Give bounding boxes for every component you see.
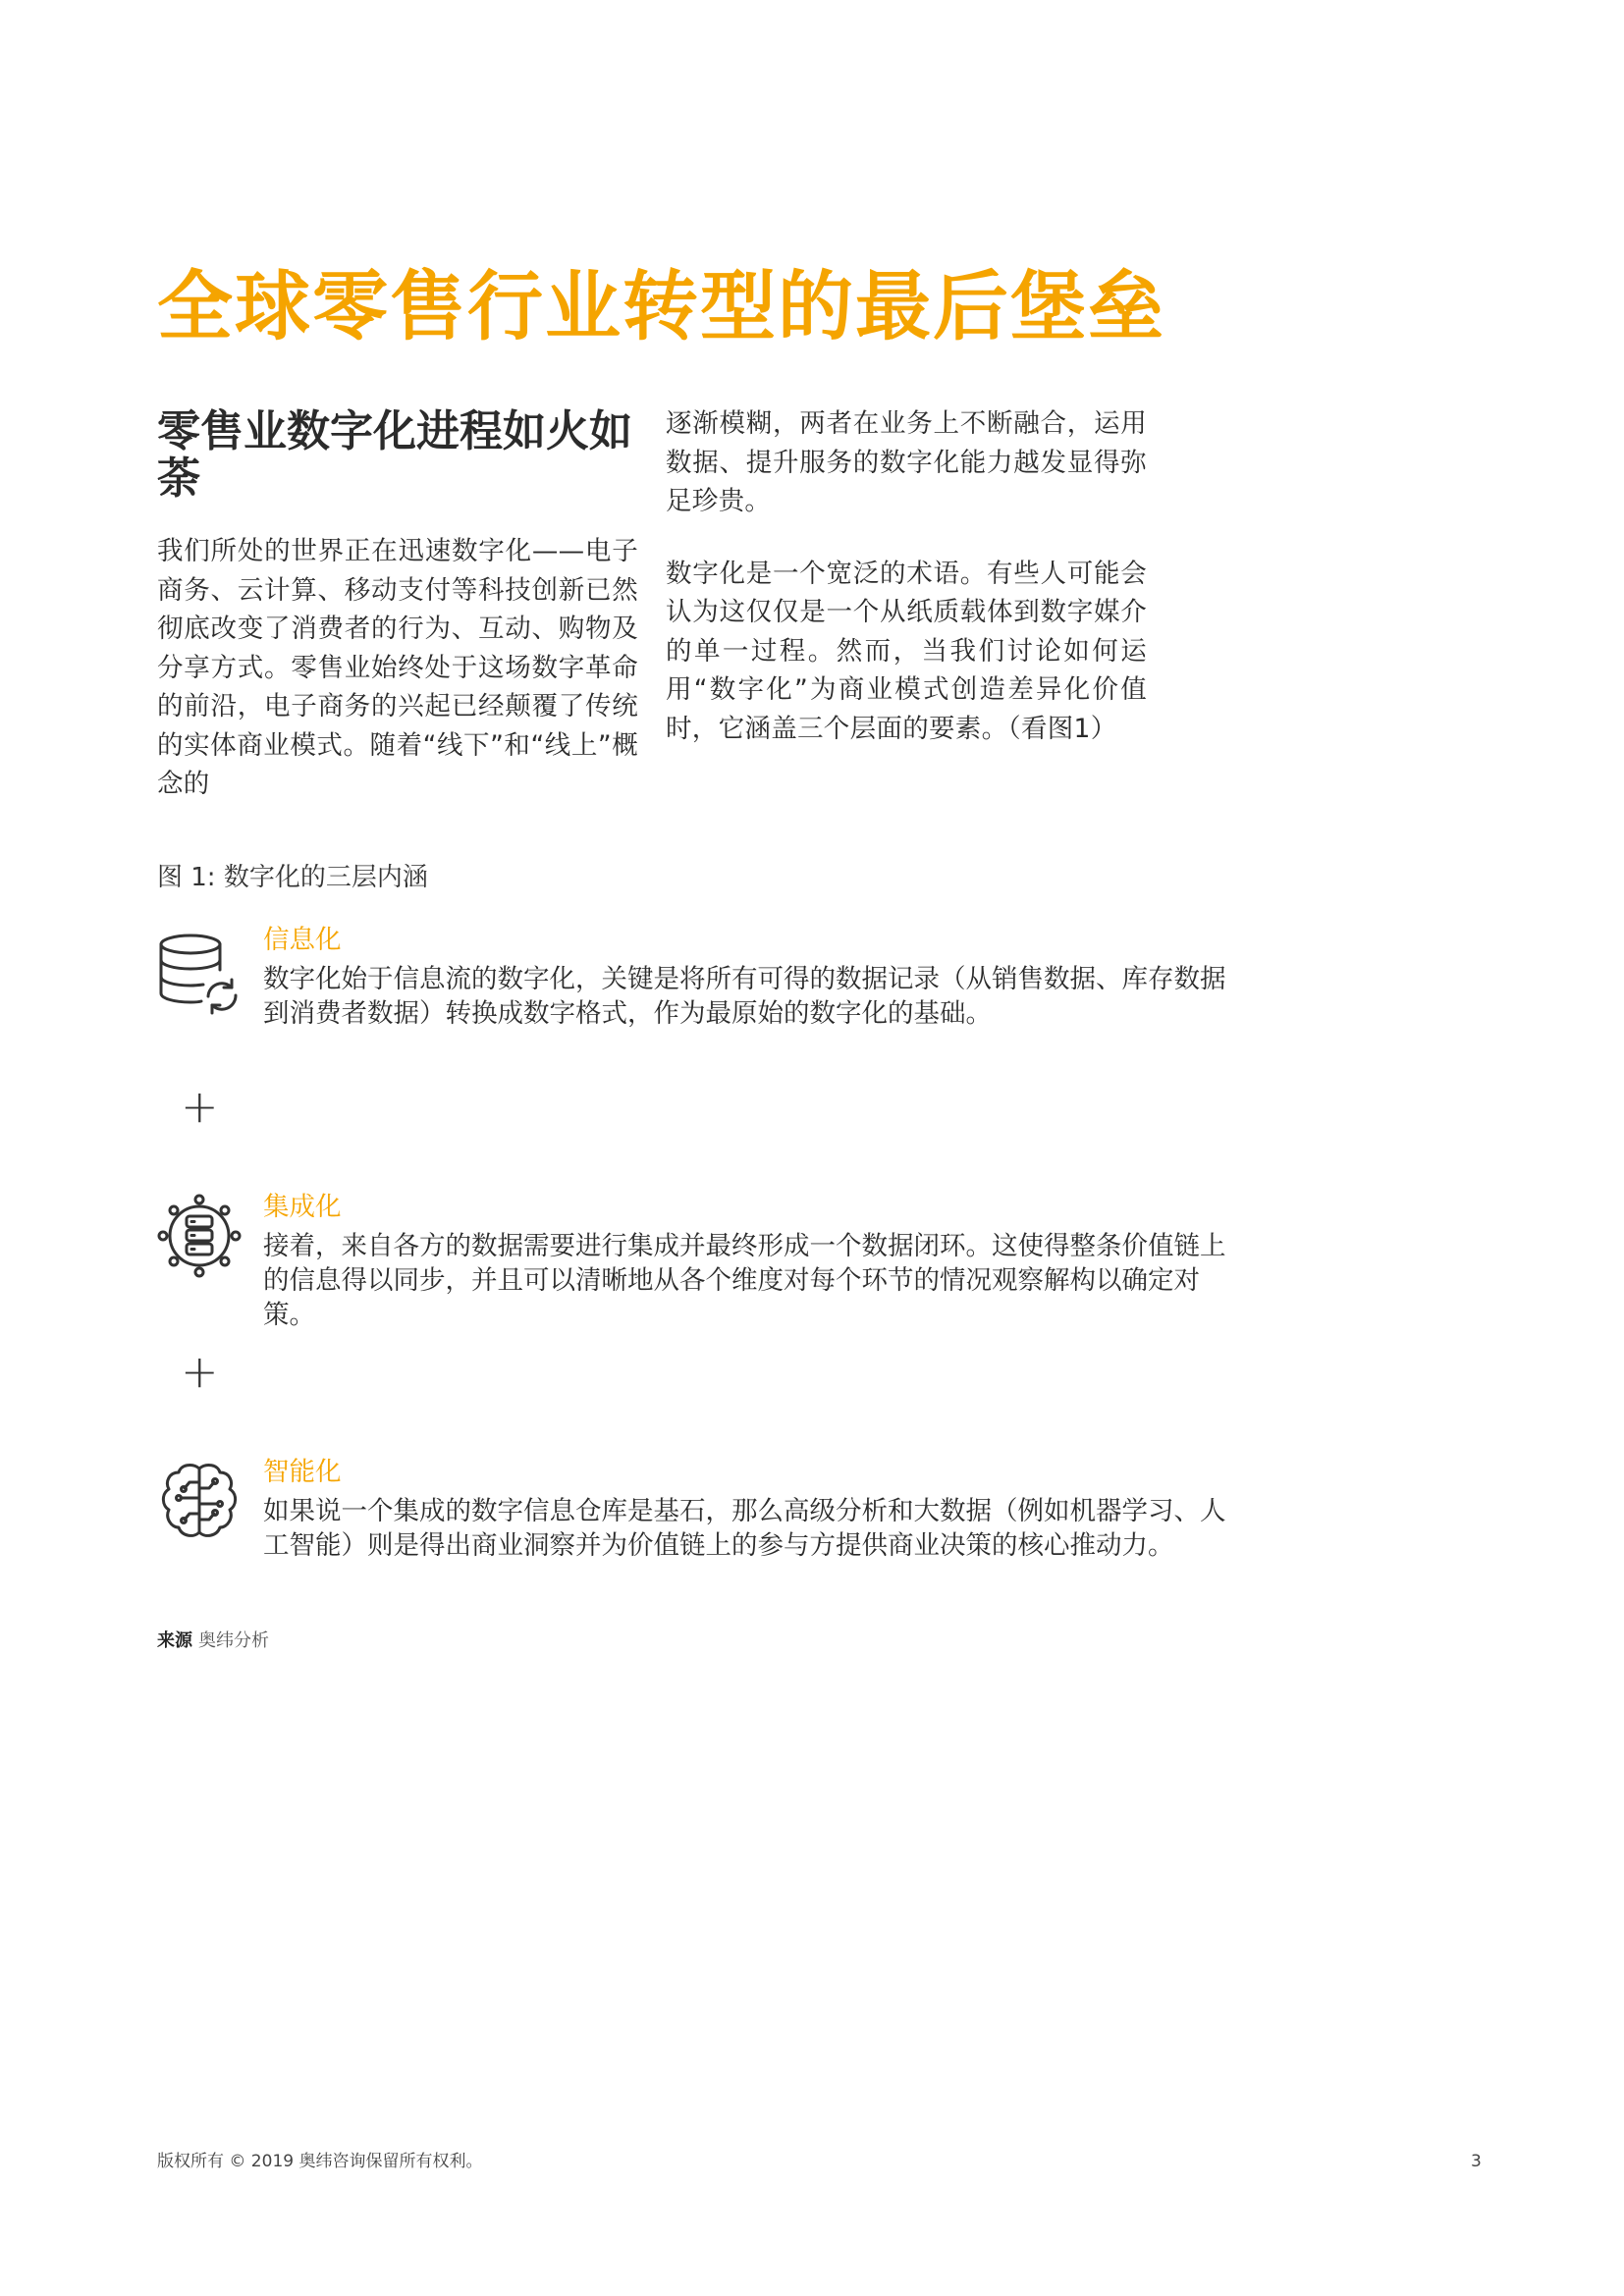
figure-item-description: 如果说一个集成的数字信息仓库是基石，那么高级分析和大数据（例如机器学习、人工智能）则是得出商业洞察并为价值链上的参与方提供商业决策的核心推动力。: [263, 1496, 1226, 1561]
footer-copyright: 版权所有 © 2019 奥纬咨询保留所有权利。: [157, 2152, 483, 2171]
figure-item-text: [263, 923, 1304, 1031]
body-paragraph-right-1: 逐渐模糊，两者在业务上不断融合，运用数据、提升服务的数字化能力越发显得弥足珍贵。: [666, 408, 1147, 516]
server-network-icon: [157, 1194, 242, 1278]
database-sync-icon: [157, 931, 242, 1015]
figure-source: [157, 1629, 269, 1653]
figure-item-text: [263, 1190, 1304, 1332]
figure-item-title: 信息化: [263, 925, 342, 955]
section-heading: 零售业数字化进程如火如荼: [157, 406, 632, 504]
article-right-column: [666, 404, 1147, 748]
source-value: 奥纬分析: [198, 1630, 269, 1651]
figure-item-title: 集成化: [263, 1192, 342, 1222]
figure-item-title: 智能化: [263, 1457, 342, 1487]
page-number: 3: [1471, 2152, 1482, 2171]
body-paragraph-left: 我们所处的世界正在迅速数字化——电子商务、云计算、移动支付等科技创新已然彻底改变了消费者的行为、互动、购物及分享方式。零售业始终处于这场数字革命的前沿，电子商务的兴起已经颠覆了传统的实体商业模式。随着“线下”和“线上”概念的: [157, 536, 638, 799]
article-left-column: [157, 404, 638, 804]
plus-icon: +: [181, 1080, 219, 1133]
figure-caption: 图 1: 数字化的三层内涵: [157, 863, 428, 892]
page-title: 全球零售行业转型的最后堡垒: [157, 263, 1165, 351]
plus-icon: +: [181, 1345, 219, 1398]
brain-circuit-icon: [157, 1459, 242, 1543]
figure-item-description: 接着，来自各方的数据需要进行集成并最终形成一个数据闭环。这使得整条价值链上的信息得以同步，并且可以清晰地从各个维度对每个环节的情况观察解构以确定对策。: [263, 1231, 1226, 1330]
body-paragraph-right-2: 数字化是一个宽泛的术语。有些人可能会认为这仅仅是一个从纸质载体到数字媒介的单一过程。然而，当我们讨论如何运用“数字化”为商业模式创造差异化价值时，它涵盖三个层面的要素。（看图1）: [666, 558, 1147, 744]
figure-item-text: [263, 1455, 1304, 1563]
figure-item-description: 数字化始于信息流的数字化，关键是将所有可得的数据记录（从销售数据、库存数据到消费者数据）转换成数字格式，作为最原始的数字化的基础。: [263, 964, 1226, 1029]
source-label: 来源: [157, 1630, 192, 1651]
